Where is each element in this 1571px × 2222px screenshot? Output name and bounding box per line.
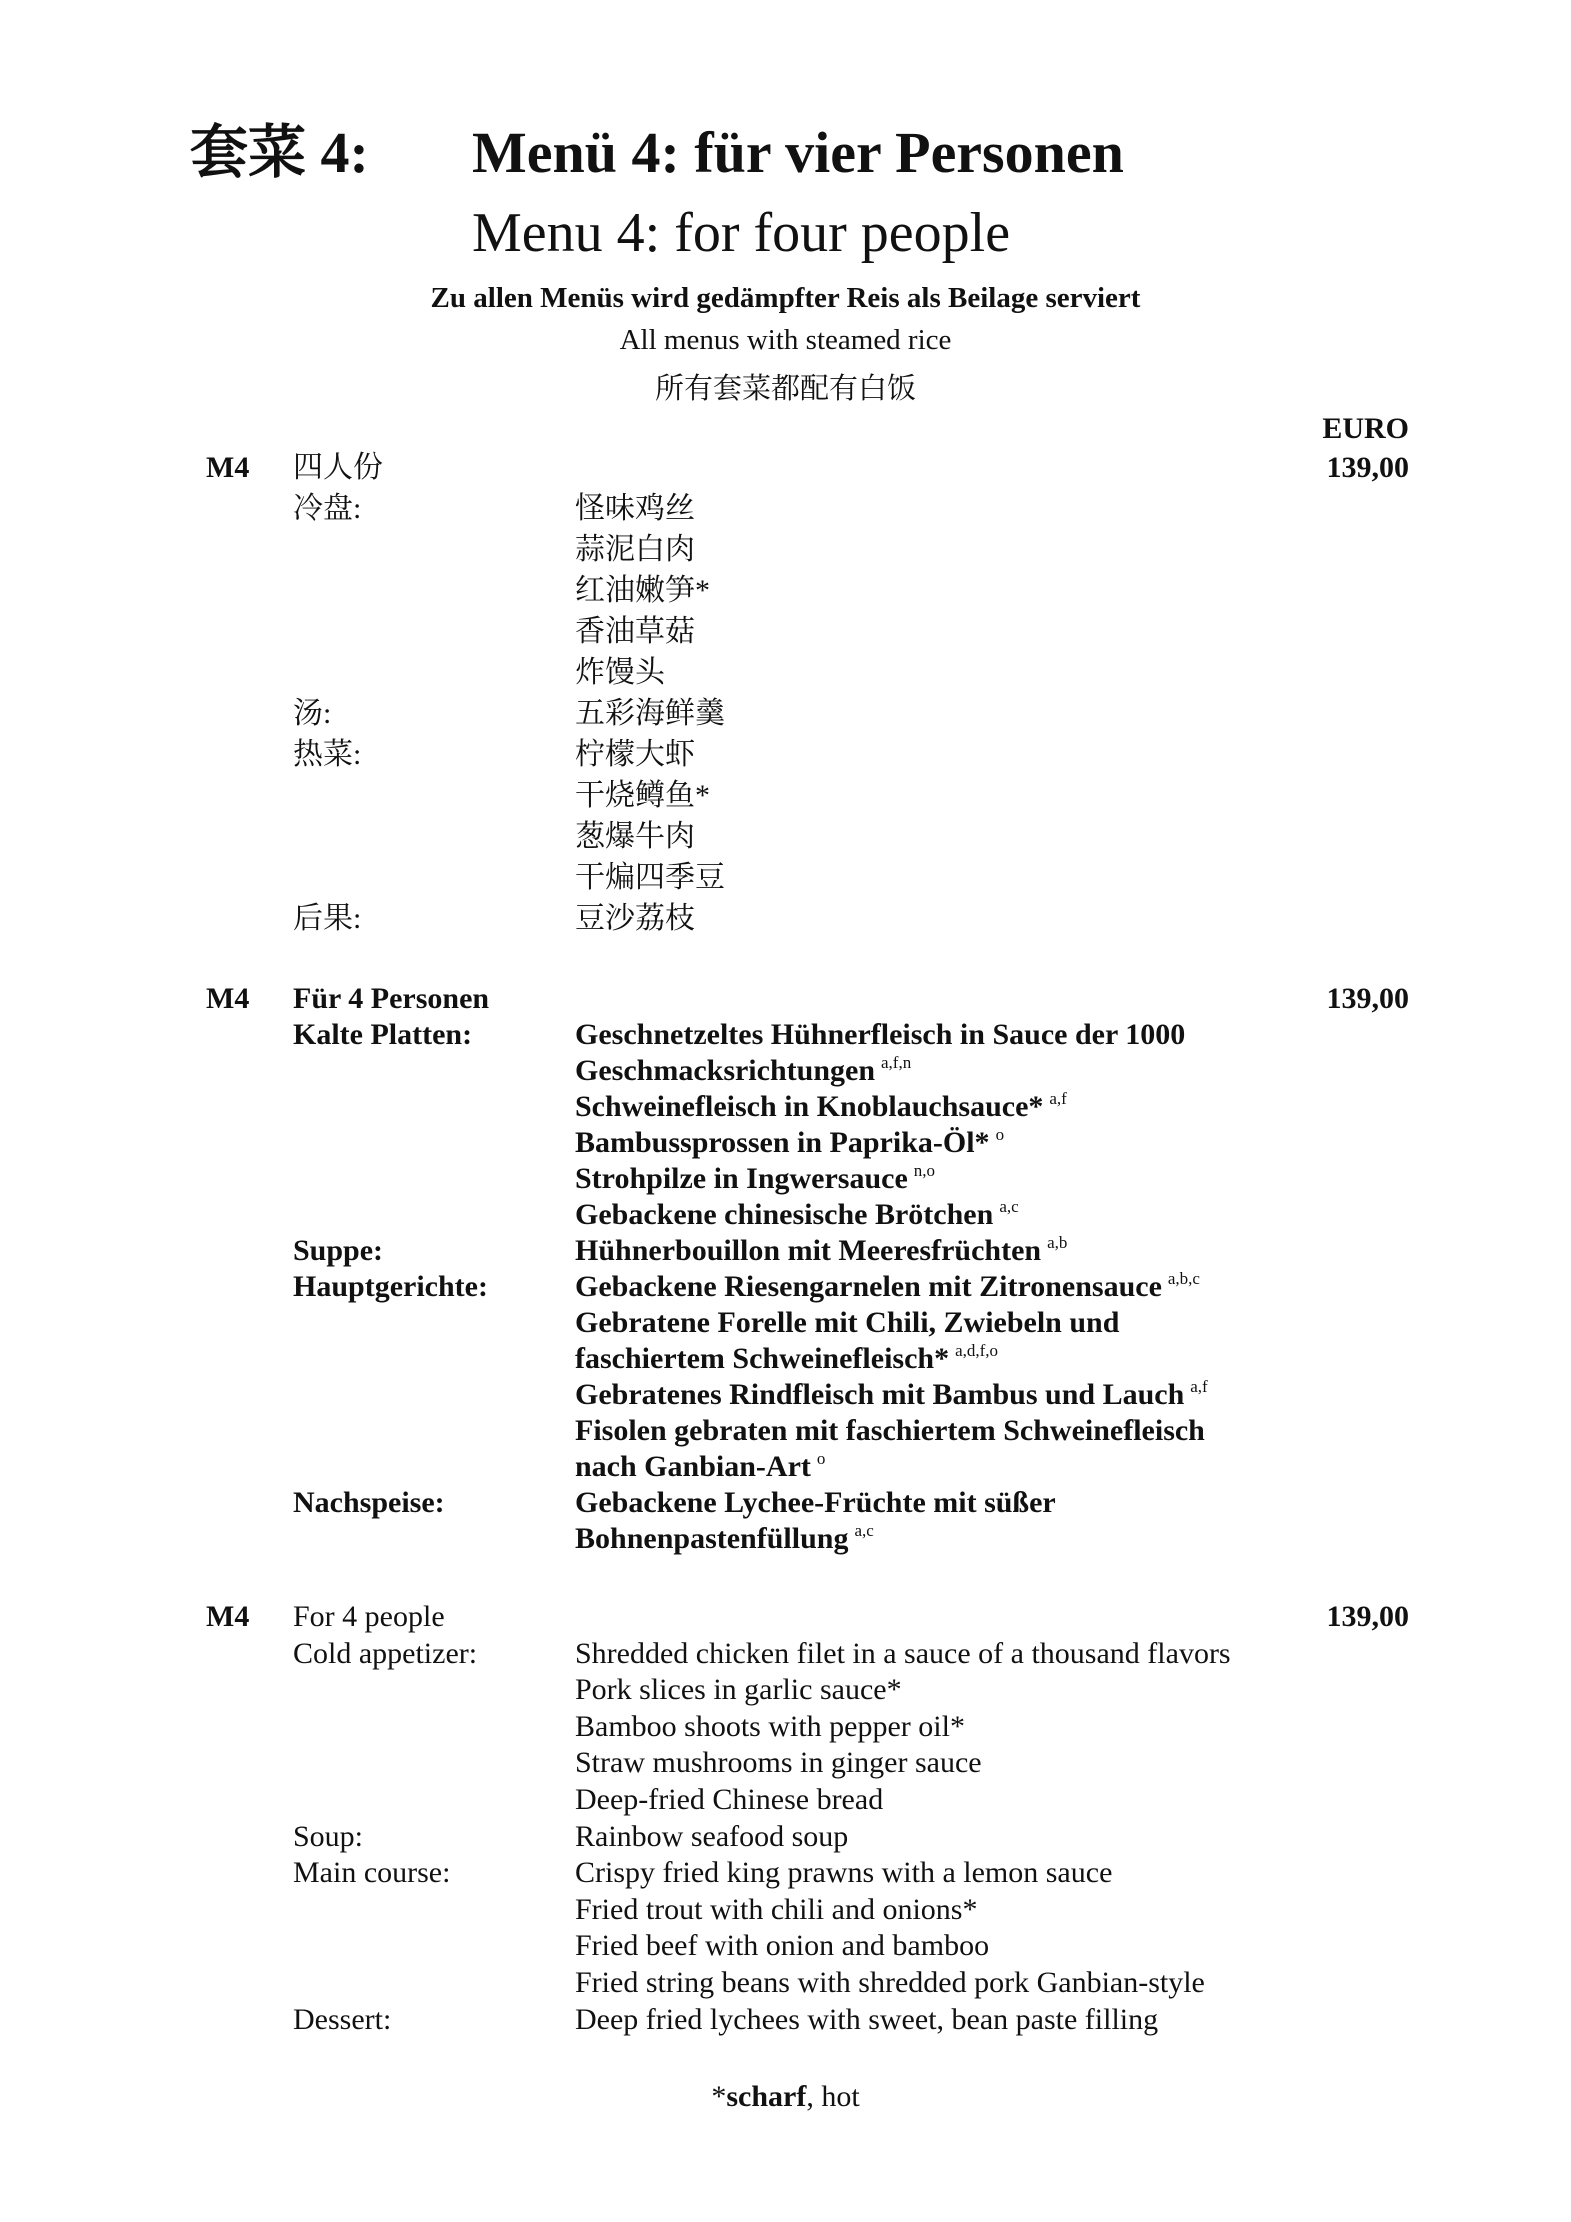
dish-text: Fried string beans with shredded pork Ganbian-style: [575, 1965, 1205, 1999]
category-label: Main course:: [293, 1856, 451, 1890]
dish-name: [575, 1855, 1112, 1892]
dish-name: [575, 775, 710, 816]
menu-item-row: [0, 652, 1571, 693]
menu-item-row: [0, 1672, 1571, 1709]
dish-name: [575, 1089, 1067, 1125]
allergen-codes: a,c: [999, 1197, 1019, 1216]
dish-name: [575, 1377, 1208, 1413]
dish-name: [575, 529, 695, 570]
dish-text: Hühnerbouillon mit Meeresfrüchten: [575, 1234, 1042, 1267]
dish-text: Gebratene Forelle mit Chili, Zwiebeln und: [575, 1306, 1120, 1339]
dish-name: [575, 1928, 989, 1965]
menu-item-row: [0, 857, 1571, 898]
dish-text: Shredded chicken filet in a sauce of a thousand flavors: [575, 1636, 1231, 1670]
dish-text: 五彩海鲜羹: [575, 697, 725, 730]
dish-text: Deep fried lychees with sweet, bean paste filling: [575, 2002, 1159, 2036]
allergen-codes: o: [816, 1449, 826, 1468]
category-label: Kalte Platten:: [293, 1018, 473, 1051]
dish-text: 干煸四季豆: [575, 861, 725, 894]
category-label: Cold appetizer:: [293, 1636, 478, 1670]
title-german: Menü 4: für vier Personen: [472, 120, 1124, 185]
dish-text: Bohnenpastenfüllung: [575, 1522, 849, 1555]
dish-text: 红油嫩笋*: [575, 574, 710, 607]
allergen-codes: a,b: [1047, 1233, 1068, 1252]
menu-code: M4: [206, 451, 250, 484]
dish-text: nach Ganbian-Art: [575, 1450, 811, 1483]
menu-item-row: [0, 1125, 1571, 1161]
menu-item-row: [0, 1413, 1571, 1449]
footnote-asterisk: *: [711, 2080, 727, 2113]
menu-item-row: [0, 898, 1571, 939]
dish-name: [575, 734, 695, 775]
dish-text: 怪味鸡丝: [575, 492, 695, 525]
dish-name: [575, 1017, 1185, 1053]
section-header: [0, 1599, 1571, 1636]
title-english: Menu 4: for four people: [472, 202, 1011, 264]
allergen-codes: a,b,c: [1167, 1269, 1200, 1288]
dish-text: Deep-fried Chinese bread: [575, 1782, 884, 1816]
footnote-hot: , hot: [806, 2080, 860, 2113]
subtitle-chinese: 所有套菜都配有白饭: [654, 373, 916, 405]
menu-item-row: [0, 1892, 1571, 1929]
menu-name: 四人份: [293, 451, 383, 484]
menu-item-row: [0, 1377, 1571, 1413]
menu-name: Für 4 Personen: [293, 982, 490, 1015]
category-label: 后果:: [293, 902, 362, 935]
dish-text: 柠檬大虾: [575, 738, 695, 771]
dish-text: 干烧鳟鱼*: [575, 779, 710, 812]
menu-item-row: [0, 1161, 1571, 1197]
menu-item-row: [0, 693, 1571, 734]
dish-name: [575, 1197, 1019, 1233]
menu-item-row: [0, 1017, 1571, 1053]
menu-item-row: [0, 1233, 1571, 1269]
menu-item-row: [0, 2002, 1571, 2039]
dish-text: faschiertem Schweinefleisch*: [575, 1342, 950, 1375]
menu-item-row: [0, 529, 1571, 570]
section-header: [0, 447, 1571, 488]
menu-item-row: [0, 1636, 1571, 1673]
menu-item-row: [0, 570, 1571, 611]
dish-name: [575, 1161, 935, 1197]
allergen-codes: a,f: [1190, 1377, 1208, 1396]
dish-text: Bamboo shoots with pepper oil*: [575, 1709, 965, 1743]
dish-name: [575, 693, 725, 734]
dish-text: Gebackene Lychee-Früchte mit süßer: [575, 1486, 1056, 1519]
menu-item-row: [0, 1745, 1571, 1782]
subtitle-english: All menus with steamed rice: [619, 324, 952, 356]
dish-name: [575, 898, 695, 939]
dish-name: [575, 1892, 977, 1929]
menu-section-chinese: [0, 447, 1571, 939]
menu-price: 139,00: [1326, 982, 1409, 1015]
allergen-codes: n,o: [913, 1161, 936, 1180]
dish-text: Gebackene Riesengarnelen mit Zitronensauce: [575, 1270, 1162, 1303]
menu-item-row: [0, 1965, 1571, 2002]
dish-name: [575, 857, 725, 898]
dish-text: Gebackene chinesische Brötchen: [575, 1198, 994, 1231]
page-title: [190, 118, 1390, 188]
dish-text: Pork slices in garlic sauce*: [575, 1673, 902, 1707]
menu-item-row: [0, 775, 1571, 816]
dish-name: [575, 1413, 1205, 1449]
menu-item-row: [0, 734, 1571, 775]
dish-text: Crispy fried king prawns with a lemon sauce: [575, 1856, 1113, 1890]
allergen-codes: a,c: [854, 1521, 874, 1540]
dish-name: [575, 1305, 1119, 1341]
menu-item-row: [0, 1341, 1571, 1377]
menu-section-english: [0, 1599, 1571, 2038]
category-label: 冷盘:: [293, 492, 362, 525]
category-label: Hauptgerichte:: [293, 1270, 488, 1303]
dish-name: [575, 611, 695, 652]
dish-text: 蒜泥白肉: [575, 533, 695, 566]
allergen-codes: a,f,n: [881, 1053, 912, 1072]
dish-name: [575, 1965, 1205, 2002]
dish-text: Fried trout with chili and onions*: [575, 1892, 978, 1926]
menu-name: For 4 people: [293, 1600, 445, 1633]
dish-name: [575, 1636, 1231, 1673]
menu-item-row: [0, 488, 1571, 529]
dish-name: [575, 652, 665, 693]
spicy-footnote: [0, 2080, 1571, 2114]
dish-name: [575, 2002, 1158, 2039]
menu-item-row: [0, 1782, 1571, 1819]
dish-name: [575, 1709, 965, 1746]
dish-text: Strohpilze in Ingwersauce: [575, 1162, 908, 1195]
dish-name: [575, 488, 695, 529]
dish-text: Fried beef with onion and bamboo: [575, 1929, 990, 1963]
dish-name: [575, 1745, 982, 1782]
menu-price: 139,00: [1326, 451, 1409, 484]
dish-name: [575, 1672, 902, 1709]
allergen-codes: a,d,f,o: [955, 1341, 999, 1360]
footnote-scharf: scharf: [726, 2080, 807, 2113]
dish-name: [575, 1269, 1200, 1305]
dish-text: Rainbow seafood soup: [575, 1819, 849, 1853]
menu-item-row: [0, 816, 1571, 857]
dish-text: Fisolen gebraten mit faschiertem Schweinefleisch: [575, 1414, 1205, 1447]
dish-name: [575, 1782, 883, 1819]
menu-item-row: [0, 1449, 1571, 1485]
dish-text: Bambussprossen in Paprika-Öl*: [575, 1126, 990, 1159]
menu-code: M4: [206, 982, 250, 1015]
category-label: Soup:: [293, 1819, 364, 1853]
section-header: [0, 981, 1571, 1017]
menu-code: M4: [206, 1600, 250, 1633]
dish-name: [575, 1125, 1004, 1161]
menu-item-row: [0, 1521, 1571, 1557]
dish-name: [575, 1233, 1067, 1269]
subtitle-german: Zu allen Menüs wird gedämpfter Reis als Beilage serviert: [430, 282, 1141, 314]
dish-name: [575, 1485, 1056, 1521]
dish-text: Schweinefleisch in Knoblauchsauce*: [575, 1090, 1044, 1123]
menu-item-row: [0, 1819, 1571, 1856]
dish-name: [575, 1053, 911, 1089]
menu-item-row: [0, 1053, 1571, 1089]
dish-name: [575, 816, 695, 857]
title-chinese: 套菜 4:: [190, 120, 369, 185]
category-label: Nachspeise:: [293, 1486, 445, 1519]
dish-text: 葱爆牛肉: [575, 820, 695, 853]
dish-text: Straw mushrooms in ginger sauce: [575, 1746, 982, 1780]
dish-name: [575, 1341, 998, 1377]
dish-text: Geschmacksrichtungen: [575, 1054, 875, 1087]
allergen-codes: o: [995, 1125, 1005, 1144]
menu-item-row: [0, 1269, 1571, 1305]
menu-item-row: [0, 1928, 1571, 1965]
dish-text: Gebratenes Rindfleisch mit Bambus und Lauch: [575, 1378, 1185, 1411]
dish-text: 炸馒头: [575, 656, 665, 689]
dish-name: [575, 1449, 825, 1485]
allergen-codes: a,f: [1049, 1089, 1067, 1108]
menu-item-row: [0, 1197, 1571, 1233]
menu-item-row: [0, 1709, 1571, 1746]
dish-name: [575, 1521, 874, 1557]
category-label: Suppe:: [293, 1234, 384, 1267]
dish-text: Geschnetzeltes Hühnerfleisch in Sauce der 1000: [575, 1018, 1186, 1051]
menu-price: 139,00: [1326, 1600, 1409, 1633]
menu-section-german: [0, 981, 1571, 1557]
category-label: 汤:: [293, 697, 332, 730]
category-label: 热菜:: [293, 738, 362, 771]
menu-item-row: [0, 1855, 1571, 1892]
menu-item-row: [0, 1485, 1571, 1521]
dish-text: 香油草菇: [575, 615, 695, 648]
dish-text: 豆沙荔枝: [575, 902, 695, 935]
dish-name: [575, 570, 710, 611]
menu-item-row: [0, 611, 1571, 652]
category-label: Dessert:: [293, 2002, 392, 2036]
menu-item-row: [0, 1305, 1571, 1341]
dish-name: [575, 1819, 848, 1856]
currency-label: EURO: [1322, 412, 1409, 445]
menu-item-row: [0, 1089, 1571, 1125]
